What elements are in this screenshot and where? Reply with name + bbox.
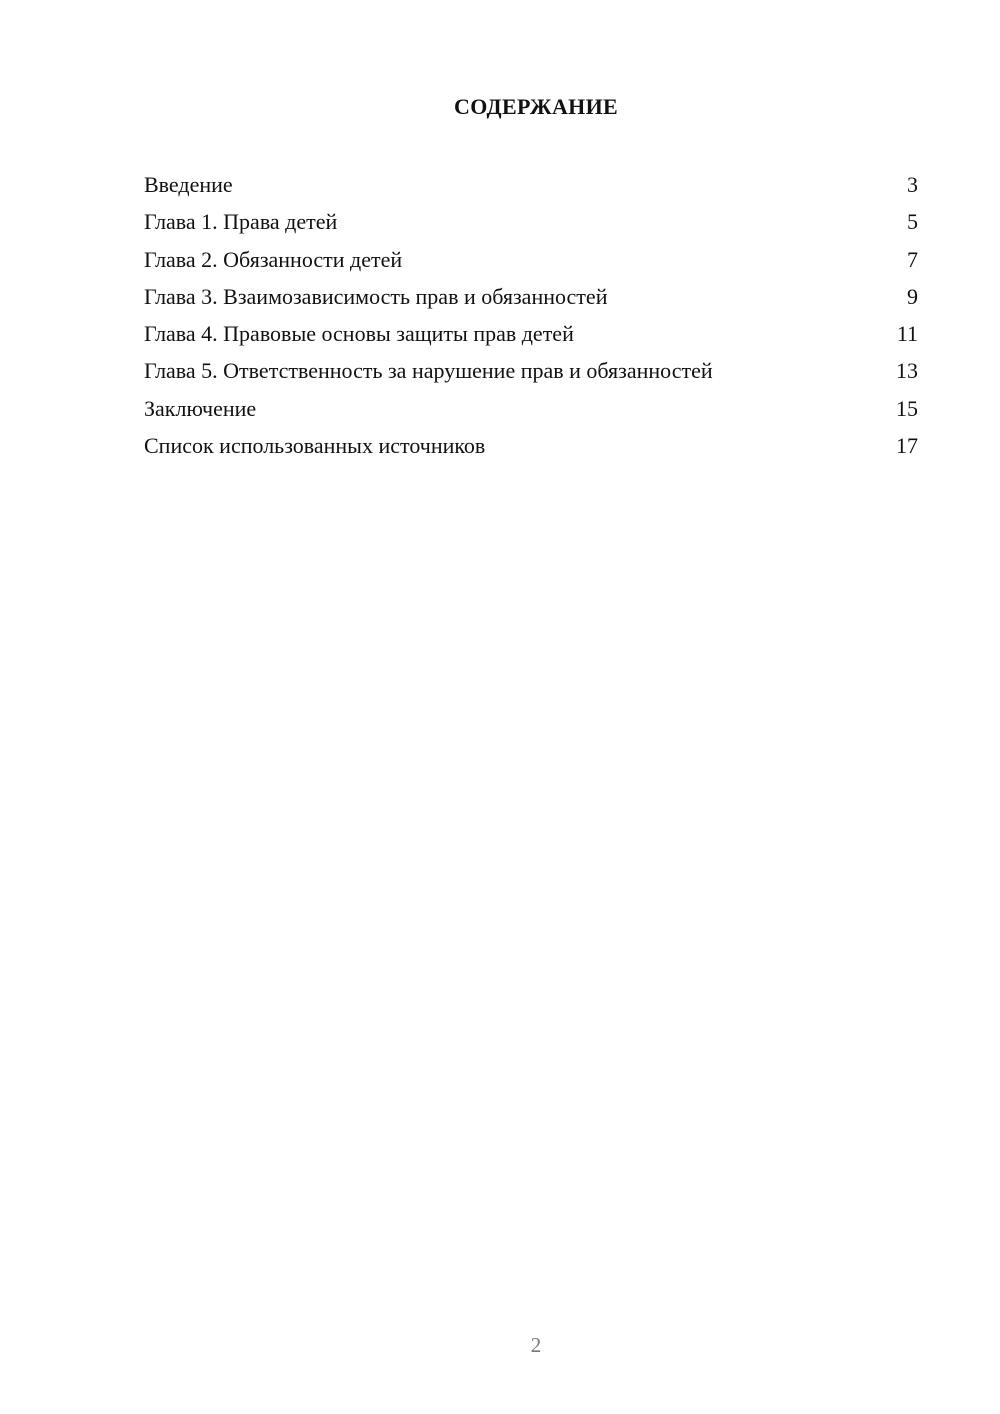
- toc-item-conclusion[interactable]: [144, 390, 918, 427]
- toc-item-label: Заключение: [144, 395, 257, 421]
- toc-item-page: 13: [896, 358, 918, 384]
- toc-item-page: 3: [907, 172, 918, 197]
- toc-item-page: 5: [907, 209, 918, 235]
- table-of-contents: [144, 166, 918, 464]
- toc-item-references[interactable]: [144, 427, 918, 464]
- toc-item-label: Глава 3. Взаимозависимость прав и обязанностей: [144, 283, 608, 309]
- toc-item-chapter-1[interactable]: [144, 203, 918, 240]
- toc-item-label: Глава 2. Обязанности детей: [144, 246, 403, 272]
- toc-item-label: Список использованных источников: [144, 433, 486, 459]
- toc-item-chapter-3[interactable]: [144, 278, 918, 315]
- toc-item-label: Глава 4. Правовые основы защиты прав детей: [144, 321, 574, 347]
- toc-item-page: 9: [907, 283, 918, 309]
- toc-item-label: Глава 5. Ответственность за нарушение прав и обязанностей: [144, 358, 713, 384]
- page-title: СОДЕРЖАНИЕ: [454, 94, 618, 119]
- toc-item-label: Глава 1. Права детей: [144, 209, 338, 235]
- toc-item-page: 17: [896, 433, 918, 459]
- toc-item-chapter-4[interactable]: [144, 315, 918, 352]
- toc-item-page: 7: [907, 246, 918, 272]
- page-number: 2: [530, 1333, 542, 1357]
- toc-item-label: Введение: [144, 172, 233, 197]
- toc-item-chapter-5[interactable]: [144, 352, 918, 389]
- toc-item-page: 15: [896, 395, 918, 421]
- toc-item-page: 11: [896, 321, 918, 347]
- toc-item-introduction[interactable]: [144, 166, 918, 203]
- toc-item-chapter-2[interactable]: [144, 241, 918, 278]
